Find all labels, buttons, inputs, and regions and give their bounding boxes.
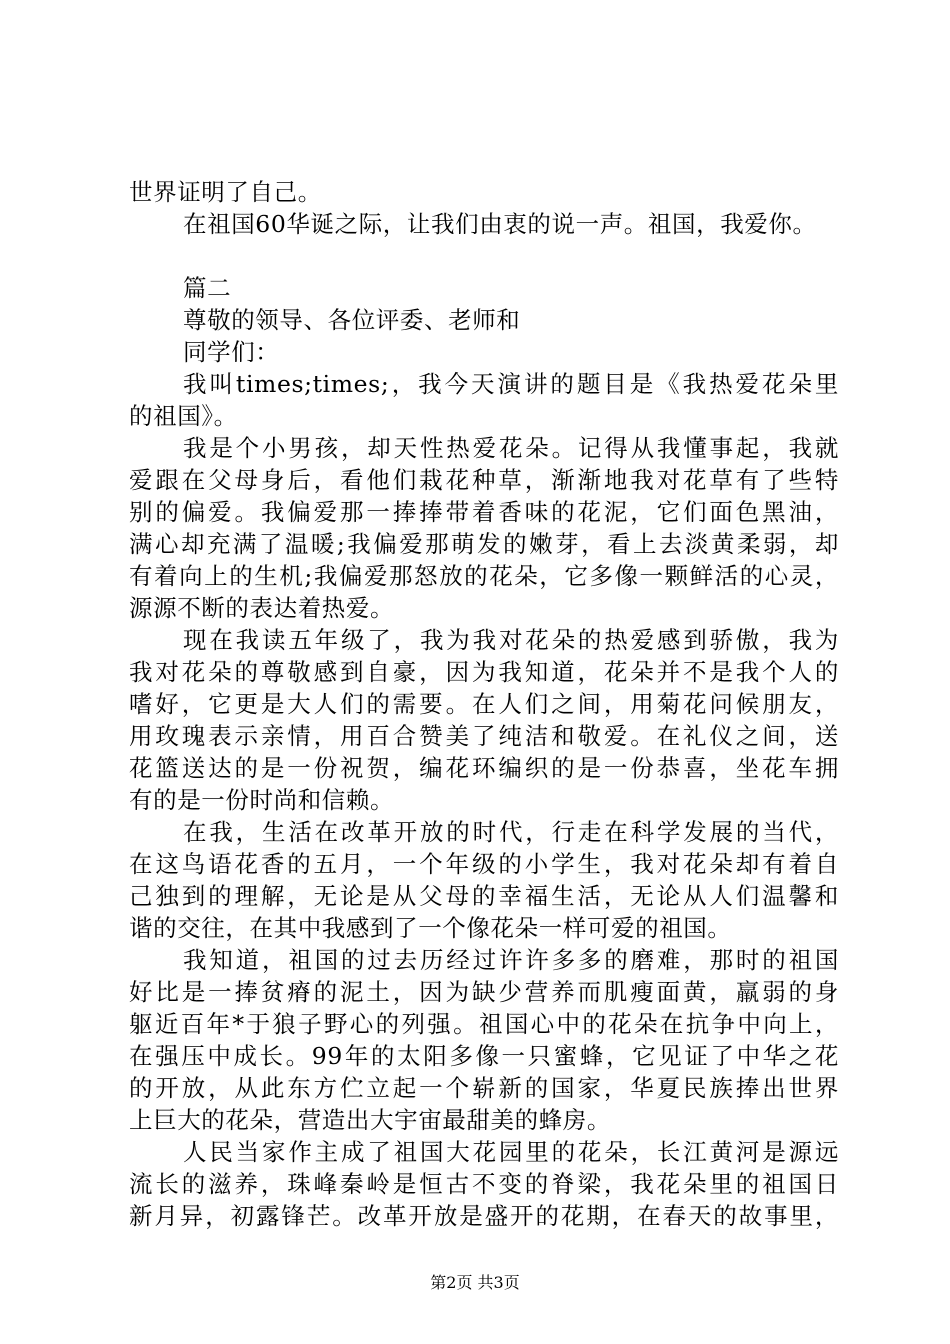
text-line: 爱跟在父母身后，看他们栽花种草，渐渐地我对花草有了些特 xyxy=(129,466,839,494)
text-line: 源源不断的表达着热爱。 xyxy=(129,594,395,622)
text-line: 我是个小男孩，却天性热爱花朵。记得从我懂事起，我就 xyxy=(183,434,839,462)
text-line: 嗜好，它更是大人们的需要。在人们之间，用菊花问候朋友， xyxy=(129,690,839,718)
text-line: 我知道，祖国的过去历经过许许多多的磨难，那时的祖国 xyxy=(183,946,839,974)
text-line: 人民当家作主成了祖国大花园里的花朵，长江黄河是源远 xyxy=(183,1138,839,1166)
text-line: 在我，生活在改革开放的时代，行走在科学发展的当代， xyxy=(183,818,839,846)
text-line: 新月异，初露锋芒。改革开放是盛开的花期，在春天的故事里， xyxy=(129,1202,839,1230)
text-line: 有的是一份时尚和信赖。 xyxy=(129,786,395,814)
text-line: 尊敬的领导、各位评委、老师和 xyxy=(183,306,521,334)
text-line: 流长的滋养，珠峰秦岭是恒古不变的脊梁，我花朵里的祖国日 xyxy=(129,1170,839,1198)
text-line: 有着向上的生机;我偏爱那怒放的花朵，它多像一颗鲜活的心灵， xyxy=(129,562,839,590)
page-footer: 第2页 共3页 xyxy=(430,1273,520,1292)
text-line: 好比是一捧贫瘠的泥土，因为缺少营养而肌瘦面黄，羸弱的身 xyxy=(129,978,839,1006)
text-line: 别的偏爱。我偏爱那一捧捧带着香味的花泥，它们面色黑油， xyxy=(129,498,839,526)
document-body xyxy=(129,176,839,1232)
text-line: 上巨大的花朵，营造出大宇宙最甜美的蜂房。 xyxy=(129,1106,611,1134)
text-line: 篇二 xyxy=(183,274,232,302)
text-line: 的开放，从此东方伫立起一个崭新的国家，华夏民族捧出世界 xyxy=(129,1074,839,1102)
text-line: 花篮送达的是一份祝贺，编花环编织的是一份恭喜，坐花车拥 xyxy=(129,754,839,782)
text-line: 在祖国60华诞之际，让我们由衷的说一声。祖国，我爱你。 xyxy=(183,210,817,238)
text-line: 同学们： xyxy=(183,338,280,366)
text-line: 用玫瑰表示亲情，用百合赞美了纯洁和敬爱。在礼仪之间，送 xyxy=(129,722,839,750)
text-line: 现在我读五年级了，我为我对花朵的热爱感到骄傲，我为 xyxy=(183,626,839,654)
blank-line xyxy=(129,240,839,272)
text-line: 满心却充满了温暖;我偏爱那萌发的嫩芽，看上去淡黄柔弱，却 xyxy=(129,530,839,558)
text-line: 世界证明了自己。 xyxy=(129,178,322,206)
text-line: 在这鸟语花香的五月，一个年级的小学生，我对花朵却有着自 xyxy=(129,850,839,878)
text-line: 在强压中成长。99年的太阳多像一只蜜蜂，它见证了中华之花 xyxy=(129,1042,839,1070)
text-line: 的祖国》。 xyxy=(129,402,238,430)
text-line: 躯近百年*于狼子野心的列强。祖国心中的花朵在抗争中向上， xyxy=(129,1010,839,1038)
text-line: 谐的交往，在其中我感到了一个像花朵一样可爱的祖国。 xyxy=(129,914,732,942)
text-line: 我对花朵的尊敬感到自豪，因为我知道，花朵并不是我个人的 xyxy=(129,658,839,686)
text-line: 己独到的理解，无论是从父母的幸福生活，无论从人们温馨和 xyxy=(129,882,839,910)
text-line: 我叫times;times;，我今天演讲的题目是《我热爱花朵里 xyxy=(183,370,839,398)
